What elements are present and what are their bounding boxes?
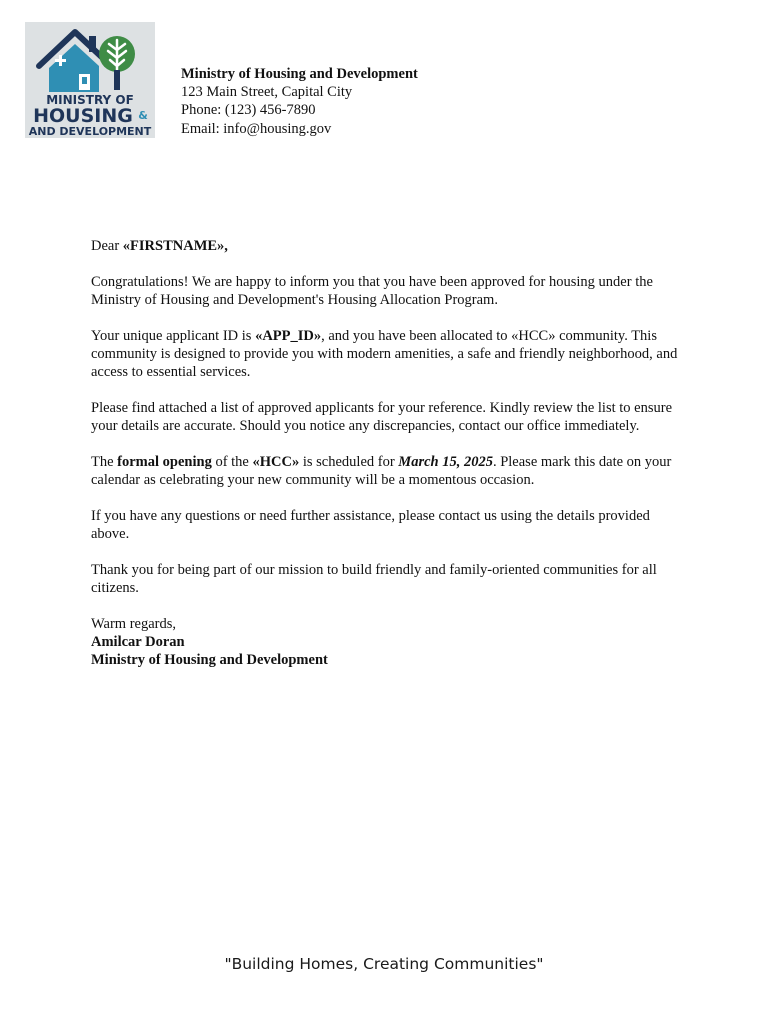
applicant-id: «APP_ID» [255, 328, 322, 344]
p4-text-b: of the [211, 454, 253, 470]
closing: Warm regards, [91, 616, 176, 632]
logo-line-3: AND DEVELOPMENT [28, 125, 152, 138]
footer-slogan: "Building Homes, Creating Communities" [224, 955, 544, 973]
paragraph-attached-list: Please find attached a list of approved applicants for your reference. Kindly review the list to ensure your details are accurate. Should you notice any discrepancies, contact our office immediately. [91, 400, 672, 434]
p4-text-a: The [91, 454, 118, 470]
signer-name: Amilcar Doran [91, 634, 185, 650]
p4-text-c: is scheduled for [299, 454, 399, 470]
p2-text-b: , and you have been allocated to «HCC» community. This community is designed to provide you with modern amenities, a safe and friendly neighborhood, and access to essential services. [91, 328, 678, 380]
greeting [91, 237, 683, 255]
logo-line-2: HOUSING [33, 105, 133, 127]
community-name: «HCC» [252, 454, 300, 470]
paragraph-formal-opening [91, 453, 683, 489]
greeting-name: «FIRSTNAME», [122, 238, 228, 254]
letterhead-phone: Phone: (123) 456-7890 [181, 102, 316, 119]
paragraph-applicant-id [91, 327, 683, 381]
logo-line-1: MINISTRY OF [46, 93, 134, 107]
paragraph-congratulations: Congratulations! We are happy to inform you that you have been approved for housing under the Ministry of Housing and Development's Housing Allocation Program. [91, 274, 653, 308]
logo-ampersand: & [138, 109, 148, 122]
letterhead-address: 123 Main Street, Capital City [181, 84, 353, 101]
letterhead-org: Ministry of Housing and Development [181, 66, 418, 82]
formal-opening: formal opening [117, 454, 212, 470]
greeting-prefix: Dear [91, 238, 123, 254]
p4-text-d: . Please mark this date on your calendar as celebrating your new community will be a momentous occasion. [91, 454, 672, 488]
paragraph-thanks: Thank you for being part of our mission to build friendly and family-oriented communities for all citizens. [91, 562, 657, 596]
paragraph-questions: If you have any questions or need further assistance, please contact us using the details provided above. [91, 508, 650, 542]
letter-body [91, 237, 683, 669]
opening-date: March 15, 2025 [398, 454, 493, 470]
letterhead [181, 65, 418, 138]
letterhead-email: Email: info@housing.gov [181, 120, 332, 137]
ministry-logo [25, 22, 155, 138]
signer-org: Ministry of Housing and Development [91, 652, 328, 668]
p2-text-a: Your unique applicant ID is [91, 328, 256, 344]
